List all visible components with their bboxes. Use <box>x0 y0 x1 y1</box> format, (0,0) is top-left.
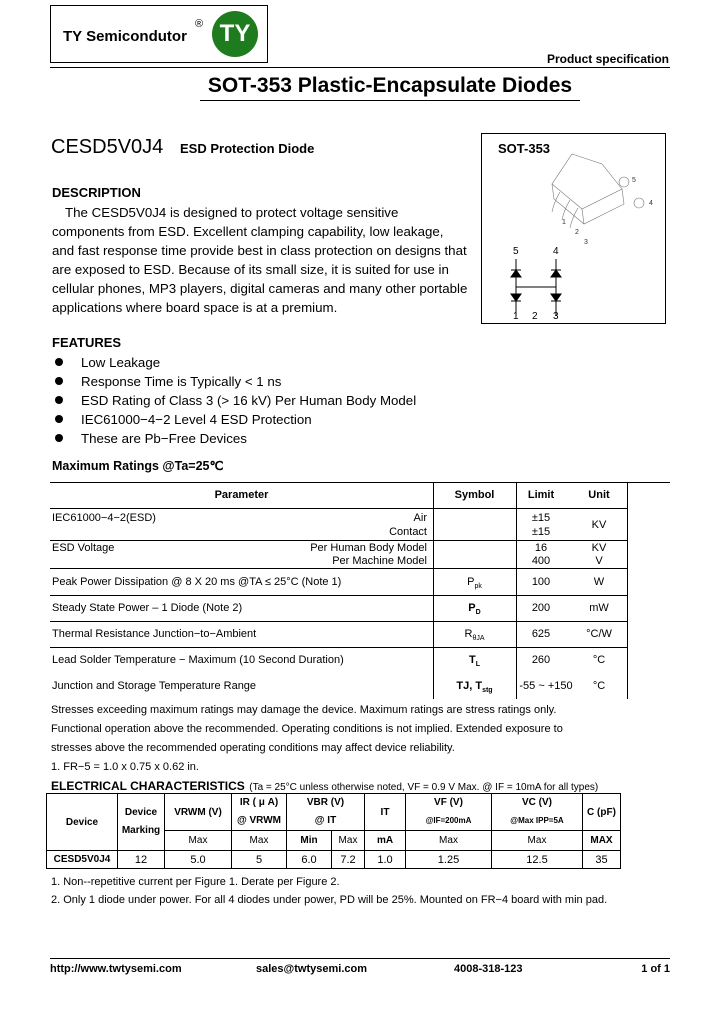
part-number: CESD5V0J4 <box>51 136 164 158</box>
bullet-icon <box>55 434 63 442</box>
subheader: MAX <box>583 831 621 851</box>
feature-item: IEC61000−4−2 Level 4 ESD Protection <box>55 410 416 429</box>
col-symbol: Symbol <box>454 489 495 501</box>
feature-item: ESD Rating of Class 3 (> 16 kV) Per Human Body Model <box>55 391 416 410</box>
cell: 7.2 <box>332 851 365 869</box>
note: Stresses exceeding maximum ratings may damage the device. Maximum ratings are stress ratings only. <box>51 704 557 716</box>
bullet-icon <box>55 377 63 385</box>
subheader: Min <box>287 831 332 851</box>
col-vc: VC (V) @Max IPP=5A <box>492 794 583 831</box>
feature-item: Low Leakage <box>55 353 416 372</box>
note: Functional operation above the recommended. Operating conditions is not implied. Extended exposure to <box>51 723 563 735</box>
col-device: Device <box>47 794 118 851</box>
svg-text:3: 3 <box>553 311 559 322</box>
svg-text:3: 3 <box>584 239 588 246</box>
limit: ±15 <box>531 526 551 538</box>
note: stresses above the recommended operating conditions may affect device reliability. <box>51 742 455 754</box>
ratings-notes <box>51 701 563 777</box>
col-vbr: VBR (V) @ IT <box>287 794 365 831</box>
cell: 12 <box>118 851 165 869</box>
col-it: IT <box>365 794 406 831</box>
param: Lead Solder Temperature − Maximum (10 Second Duration) <box>52 654 344 666</box>
param-sub: Per Machine Model <box>332 555 427 567</box>
param: Thermal Resistance Junction−to−Ambient <box>52 628 257 640</box>
features-heading: FEATURES <box>52 335 122 350</box>
description-line: applications where board space is at a premium. <box>52 300 338 315</box>
param: ESD Voltage <box>52 542 115 554</box>
title-underline <box>200 100 580 101</box>
col-limit: Limit <box>527 489 555 501</box>
unit: °C <box>592 680 606 692</box>
description-line: The CESD5V0J4 is designed to protect voltage sensitive <box>65 205 399 220</box>
package-label: SOT-353 <box>498 141 551 156</box>
col-unit: Unit <box>588 489 610 501</box>
page-number: 1 of 1 <box>641 963 670 975</box>
col-c: C (pF) <box>583 794 621 831</box>
cell: 1.25 <box>406 851 492 869</box>
subheader: Max <box>165 831 232 851</box>
footer-email[interactable]: sales@twtysemi.com <box>256 963 367 975</box>
unit: °C <box>592 654 606 666</box>
company-logo <box>50 5 268 63</box>
subheader: Max <box>332 831 365 851</box>
page-title: SOT-353 Plastic-Encapsulate Diodes <box>207 74 573 97</box>
svg-text:4: 4 <box>553 246 559 257</box>
description-line: cellular phones, MP3 players, digital cameras and many other portable <box>52 281 468 296</box>
description-line: and fast response time provide best in class protection on designs that <box>52 243 467 258</box>
limit: 260 <box>531 654 551 666</box>
param: IEC61000−4−2(ESD) <box>52 512 156 524</box>
limit: 100 <box>531 576 551 588</box>
svg-text:5: 5 <box>513 246 519 257</box>
limit: 400 <box>531 555 551 567</box>
part-subtitle: ESD Protection Diode <box>180 141 315 156</box>
subheader: Max <box>492 831 583 851</box>
package-drawing <box>482 134 665 323</box>
param: Steady State Power – 1 Diode (Note 2) <box>52 602 243 614</box>
param-sub: Air <box>413 512 427 524</box>
footer-rule <box>50 958 670 959</box>
col-marking: Device Marking <box>118 794 165 851</box>
description-text <box>52 203 467 317</box>
electrical-condition: (Ta = 25°C unless otherwise noted, VF = 0.9 V Max. @ IF = 10mA for all types) <box>249 782 599 793</box>
subheader: Max <box>232 831 287 851</box>
header-rule <box>50 67 670 68</box>
electrical-table <box>46 793 621 869</box>
symbol: TJ, $T_{stg}$ <box>456 680 493 695</box>
registered-mark: ® <box>195 18 204 30</box>
cell: 5 <box>232 851 287 869</box>
cell: 12.5 <box>492 851 583 869</box>
footer-phone: 4008-318-123 <box>454 963 523 975</box>
electrical-notes <box>51 873 607 909</box>
svg-text:5: 5 <box>632 177 636 184</box>
note: 2. Only 1 diode under power. For all 4 diodes under power, PD will be 25%. Mounted on FR−4 board with min pad. <box>51 894 608 906</box>
limit: -55 ~ +150 <box>519 680 573 692</box>
svg-text:1: 1 <box>562 219 566 226</box>
unit: KV <box>591 542 607 554</box>
svg-text:2: 2 <box>532 311 538 322</box>
symbol: $R_{\theta JA}$ <box>464 628 485 643</box>
cell: 1.0 <box>365 851 406 869</box>
description-heading: DESCRIPTION <box>52 185 141 200</box>
unit: W <box>593 576 605 588</box>
description-line: components from ESD. Excellent clamping capability, low leakage, <box>52 224 444 239</box>
param-sub: Per Human Body Model <box>310 542 427 554</box>
logo-mark: TY <box>212 11 258 57</box>
features-list <box>55 353 416 448</box>
limit: 16 <box>534 542 548 554</box>
max-ratings-table <box>50 482 670 699</box>
bullet-icon <box>55 415 63 423</box>
svg-text:2: 2 <box>575 229 579 236</box>
cell: 6.0 <box>287 851 332 869</box>
brand-name: TY Semicondutor <box>63 28 187 45</box>
limit: 625 <box>531 628 551 640</box>
limit: 200 <box>531 602 551 614</box>
subheader: mA <box>365 831 406 851</box>
electrical-heading: ELECTRICAL CHARACTERISTICS <box>51 779 245 793</box>
symbol: $P_{pk}$ <box>467 576 482 591</box>
feature-item: Response Time is Typically < 1 ns <box>55 372 416 391</box>
unit: °C/W <box>586 628 612 640</box>
package-box <box>481 133 666 324</box>
cell: CESD5V0J4 <box>47 851 118 869</box>
col-ir: IR ( μ A) @ VRWM <box>232 794 287 831</box>
param: Peak Power Dissipation @ 8 X 20 ms @TA ≤ 25°C (Note 1) <box>52 576 342 588</box>
footer-url[interactable]: http://www.twtysemi.com <box>50 963 182 975</box>
unit: KV <box>591 519 607 531</box>
bullet-icon <box>55 396 63 404</box>
cell: 35 <box>583 851 621 869</box>
max-ratings-heading: Maximum Ratings @Ta=25℃ <box>52 459 224 473</box>
col-parameter: Parameter <box>214 489 269 501</box>
param: Junction and Storage Temperature Range <box>52 680 257 692</box>
param-sub: Contact <box>389 526 427 538</box>
note: 1. Non--repetitive current per Figure 1. Derate per Figure 2. <box>51 876 340 888</box>
svg-text:1: 1 <box>513 311 519 322</box>
svg-text:4: 4 <box>649 200 653 207</box>
subheader: Max <box>406 831 492 851</box>
col-vf: VF (V) @IF=200mA <box>406 794 492 831</box>
note: 1. FR−5 = 1.0 x 0.75 x 0.62 in. <box>51 761 199 773</box>
bullet-icon <box>55 358 63 366</box>
col-vrwm: VRWM (V) <box>165 794 232 831</box>
cell: 5.0 <box>165 851 232 869</box>
table-row <box>47 851 621 869</box>
description-line: are exposed to ESD. Because of its small size, it is suited for use in <box>52 262 449 277</box>
unit: mW <box>589 602 609 614</box>
product-spec-label: Product specification <box>546 52 669 66</box>
feature-item: These are Pb−Free Devices <box>55 429 416 448</box>
unit: V <box>595 555 603 567</box>
limit: ±15 <box>531 512 551 524</box>
symbol: $P_D$ <box>468 602 481 617</box>
symbol: $T_L$ <box>468 654 480 669</box>
